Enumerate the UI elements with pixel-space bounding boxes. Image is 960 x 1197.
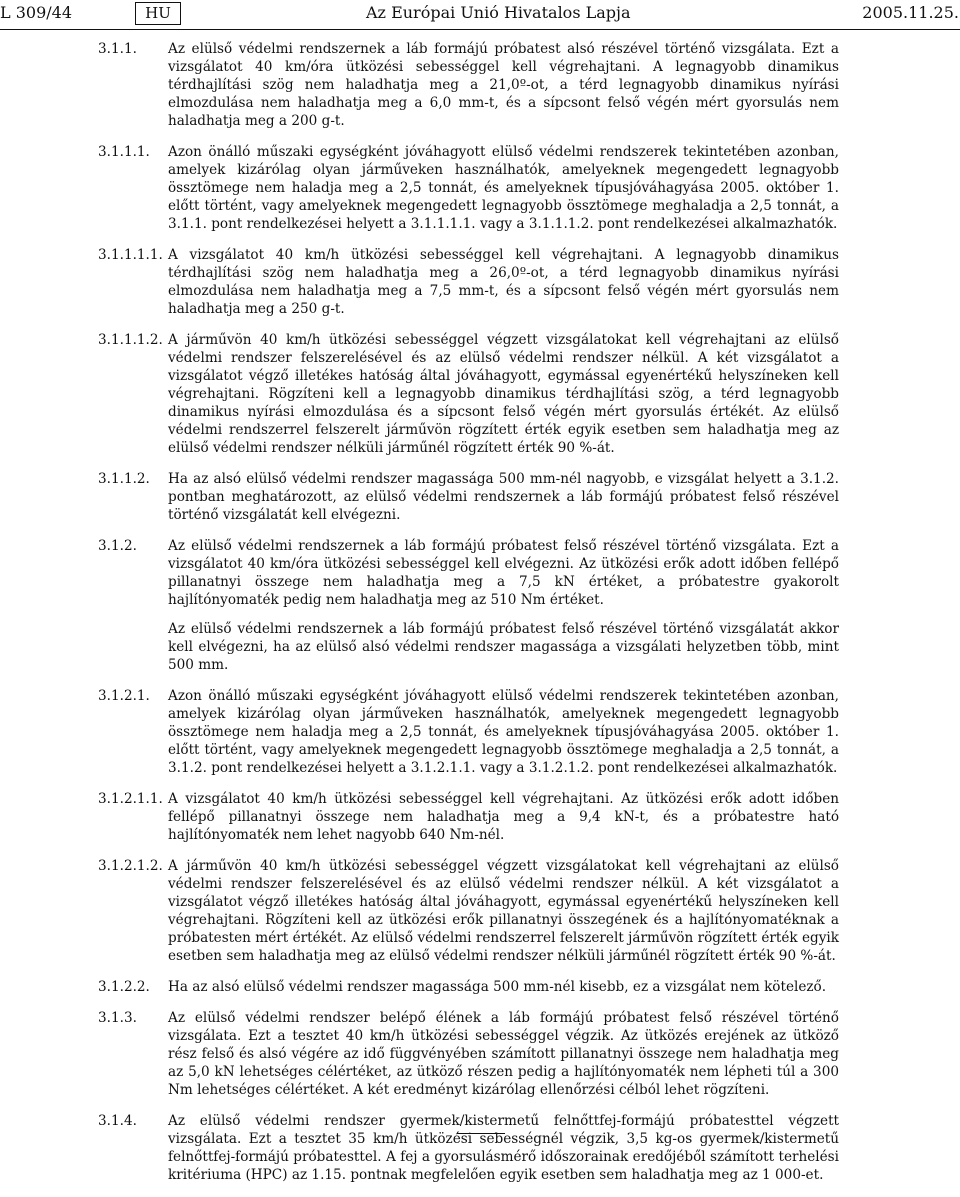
section-item <box>0 331 960 457</box>
section-paragraph: A járművön 40 km/h ütközési sebességgel végzett vizsgálatokat kell végrehajtani az elülső védelmi rendszer felszerelésével és az elülső védelmi rendszer nélkül. A két vizsgálatot a vizsgálatot végző illetékes hatóság által jóváhagyott, egymással egyenértékű helyszíneken kell végrehajtani. Rögzíteni kell a legnagyobb dinamikus térdhajlítási szög, a térd legnagyobb dinamikus nyírási elmozdulása és a sípcsont felső végén mért gyorsulás értékét. Az elülső védelmi rendszerrel felszerelt járművön rögzített érték egyik esetben sem haladhatja meg az elülső védelmi rendszer nélküli járműnél rögzített érték 90 %-át. <box>168 332 839 456</box>
section-paragraph: A vizsgálatot 40 km/h ütközési sebességgel kell végrehajtani. Az ütközési erők adott időben fellépő pillanatnyi összege nem haladhatja meg a 9,4 kN-t, és a próbatestre ható hajlítónyomaték nem lehet nagyobb 640 Nm-nél. <box>168 791 839 843</box>
section-paragraph: Azon önálló műszaki egységként jóváhagyott elülső védelmi rendszerek tekintetében azonban, amelyek kizárólag olyan járműveken használhatók, amelyeknek megengedett legnagyobb össztömege nem haladja meg a 2,5 tonnát, és amelyeknek típusjóváhagyása 2005. október 1. előtt történt, vagy amelyeknek megengedett legnagyobb össztömege meghaladja a 2,5 tonnát, a 3.1.2. pont rendelkezései helyett a 3.1.2.1.1. vagy a 3.1.2.1.2. pont rendelkezései alkalmazhatók. <box>168 688 839 776</box>
section-item <box>0 1009 960 1099</box>
section-paragraph: Az elülső védelmi rendszernek a láb formájú próbatest felső részével történő vizsgálata. Ezt a vizsgálatot 40 km/óra ütközési sebességgel kell elvégezni. Az ütközési erők adott időben fellépő pillanatnyi összege nem haladhatja meg a 7,5 kN értéket, a próbatestre gyakorolt hajlítónyomaték pedig nem haladhatja meg az 510 Nm értéket. <box>168 538 839 608</box>
section-paragraph: A vizsgálatot 40 km/h ütközési sebességgel kell végrehajtani. A legnagyobb dinamikus térdhajlítási szög nem haladhatja meg a 26,0º-ot, a térd legnagyobb dinamikus nyírási elmozdulása nem haladhatja meg a 7,5 mm-t, és a sípcsont felső végén mért gyorsulás nem haladhatja meg a 250 g-t. <box>168 247 839 317</box>
section-number: 3.1.1.1. <box>98 144 150 160</box>
section-text <box>168 1112 839 1184</box>
document-body <box>0 40 960 1197</box>
section-number: 3.1.2.1.1. <box>98 791 163 807</box>
section-paragraph: Az elülső védelmi rendszernek a láb formájú próbatest felső részével történő vizsgálatát akkor kell elvégezni, ha az elülső alsó védelmi rendszer magassága a vizsgálati helyzetben több, mint 500 mm. <box>168 621 839 673</box>
section-paragraph: Ha az alsó elülső védelmi rendszer magassága 500 mm-nél kisebb, ez a vizsgálat nem kötelező. <box>168 979 827 995</box>
section-paragraph: A járművön 40 km/h ütközési sebességgel végzett vizsgálatokat kell végrehajtani az elülső védelmi rendszer felszerelésével és az elülső védelmi rendszer nélkül. A két vizsgálatot a vizsgálatot végző illetékes hatóság által jóváhagyott, egymással egyenértékű helyszíneken kell végrehajtani. Rögzíteni kell az ütközési erők pillanatnyi összegének és a hajlítónyomatéknak a próbatesten mért értékét. Az elülső védelmi rendszerrel felszerelt járművön rögzített érték egyik esetben sem haladhatja meg az elülső védelmi rendszer nélküli járműnél rögzített érték 90 %-át. <box>168 858 839 964</box>
section-text <box>168 978 839 996</box>
section-item <box>0 1112 960 1184</box>
section-text <box>168 143 839 233</box>
page-header <box>0 0 960 28</box>
section-number: 3.1.1. <box>98 41 137 57</box>
section-text <box>168 687 839 777</box>
section-number: 3.1.2.2. <box>98 979 150 995</box>
section-number: 3.1.1.1.1. <box>98 247 163 263</box>
section-item <box>0 857 960 965</box>
section-item <box>0 143 960 233</box>
section-paragraph: Azon önálló műszaki egységként jóváhagyott elülső védelmi rendszerek tekintetében azonban, amelyek kizárólag olyan járműveken használhatók, amelyeknek megengedett legnagyobb össztömege nem haladja meg a 2,5 tonnát, és amelyeknek típusjóváhagyása 2005. október 1. előtt történt, vagy amelyeknek megengedett legnagyobb össztömege meghaladja a 2,5 tonnát, a 3.1.1. pont rendelkezései helyett a 3.1.1.1.1. vagy a 3.1.1.1.2. pont rendelkezései alkalmazhatók. <box>168 144 839 232</box>
header-divider <box>0 29 960 30</box>
section-text <box>168 40 839 130</box>
section-item <box>0 790 960 844</box>
page-reference: L 309/44 <box>0 3 72 22</box>
section-item <box>0 537 960 674</box>
section-paragraph: Az elülső védelmi rendszernek a láb formájú próbatest alsó részével történő vizsgálata. Ezt a vizsgálatot 40 km/óra ütközési sebességgel kell végrehajtani. A legnagyobb dinamikus térdhajlítási szög nem haladhatja meg a 21,0º-ot, a térd legnagyobb dinamikus nyírási elmozdulása nem haladhatja meg a 6,0 mm-t, és a sípcsont felső végén mért gyorsulás nem haladhatja meg a 200 g-t. <box>168 41 839 129</box>
section-text <box>168 790 839 844</box>
section-number: 3.1.1.2. <box>98 471 150 487</box>
section-paragraph: Az elülső védelmi rendszer belépő élének a láb formájú próbatest felső részével történő vizsgálata. Ezt a tesztet 40 km/h ütközési sebességgel végzik. Az ütközés erejének az ütköző rész felső és alsó végére az idő függvényében számított pillanatnyi összege nem haladhatja meg az 5,0 kN lehetséges célértéket, az ütköző részen pedig a hajlítónyomaték nem lépheti túl a 300 Nm lehetséges célértéket. A két eredményt kizárólag ellenőrzési célból lehet rögzíteni. <box>168 1010 839 1098</box>
section-item <box>0 246 960 318</box>
section-text <box>168 331 839 457</box>
section-text <box>168 857 839 965</box>
section-paragraph: Az elülső védelmi rendszer gyermek/kistermetű felnőttfej-formájú próbatesttel végzett vizsgálata. Ezt a tesztet 35 km/h ütközési sebességnél végzik, 3,5 kg-os gyermek/kistermetű felnőttfej-formájú próbatesttel. A fej a gyorsulásmérő időszorainak eredőjéből számított terhelési kritériuma (HPC) az 1.15. pontnak megfelelően egyik esetben sem haladhatja meg az 1 000-et. <box>168 1113 839 1183</box>
section-number: 3.1.4. <box>98 1113 137 1129</box>
section-item <box>0 470 960 524</box>
section-number: 3.1.2.1. <box>98 688 150 704</box>
footer-divider <box>457 1133 505 1134</box>
section-number: 3.1.3. <box>98 1010 137 1026</box>
section-item <box>0 687 960 777</box>
section-number: 3.1.2.1.2. <box>98 858 163 874</box>
section-paragraph: Ha az alsó elülső védelmi rendszer magassága 500 mm-nél nagyobb, e vizsgálat helyett a 3.1.2. pontban meghatározott, az elülső védelmi rendszernek a láb formájú próbatest felső részével történő vizsgálatát kell elvégezni. <box>168 471 839 523</box>
section-text <box>168 470 839 524</box>
journal-title: Az Európai Unió Hivatalos Lapja <box>366 3 631 22</box>
section-item <box>0 40 960 130</box>
section-number: 3.1.1.1.2. <box>98 332 163 348</box>
publication-date: 2005.11.25. <box>862 3 959 22</box>
section-text <box>168 537 839 674</box>
section-text <box>168 246 839 318</box>
section-text <box>168 1009 839 1099</box>
section-number: 3.1.2. <box>98 538 137 554</box>
section-item <box>0 978 960 996</box>
language-badge: HU <box>135 2 181 25</box>
